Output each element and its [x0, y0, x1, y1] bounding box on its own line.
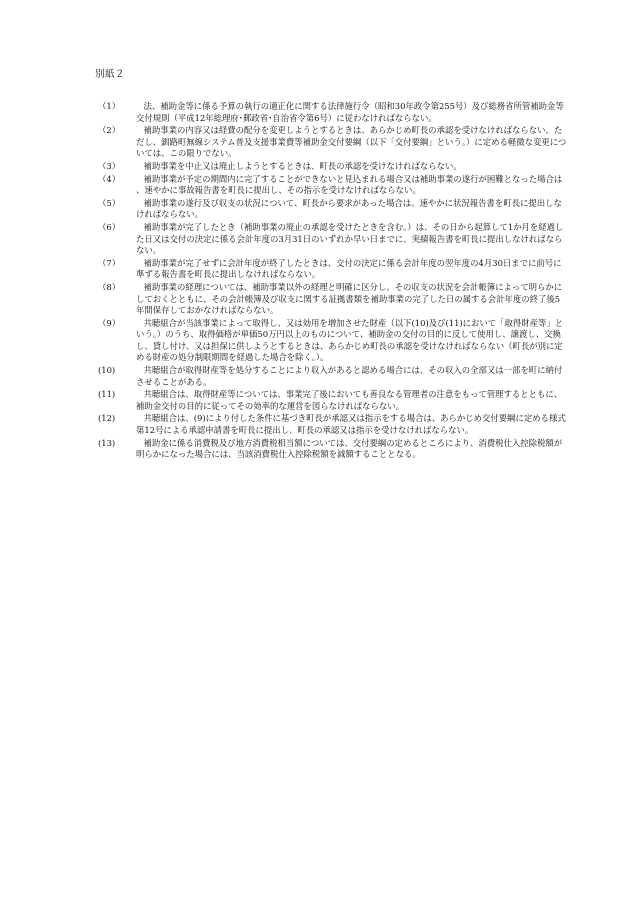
item-number: （3） — [98, 160, 121, 171]
item-number: （2） — [98, 125, 121, 136]
list-item — [98, 161, 568, 173]
item-text: 補助事業の経理については、補助事業以外の経理と明確に区分し、その収支の状況を会計帳簿によって明らかにしておくとともに、その会計帳簿及び収支に関する証拠書類を補助事業の完了した日の属する会計年度の終了後5年間保存しておかなければならない。 — [136, 281, 563, 316]
item-number: （8） — [98, 281, 121, 292]
item-number: （5） — [98, 197, 121, 208]
item-number: （9） — [98, 317, 121, 328]
list-item — [98, 258, 568, 281]
item-number: （4） — [98, 173, 121, 184]
list-item — [98, 282, 568, 317]
list-item — [98, 413, 568, 436]
list-item — [98, 318, 568, 364]
item-number: （7） — [98, 257, 121, 268]
item-number: (10) — [98, 365, 116, 376]
item-text: 補助金に係る消費税及び地方消費税相当額については、交付要綱の定めるところにより、消費税仕入控除税額が明らかになった場合には、当該消費税仕入控除税額を減額することとなる。 — [136, 437, 563, 460]
conditions-list — [98, 101, 568, 462]
list-item — [98, 125, 568, 160]
item-text: 法、補助金等に係る予算の執行の適正化に関する法律施行令（昭和30年政令第255号）及び総務省所管補助金等交付規則（平成12年総理府･郵政省･自治省令第6号）に従わなければならない。 — [136, 101, 564, 123]
item-text: 補助事業を中止又は廃止しようとするときは、町長の承認を受けなければならない。 — [143, 160, 462, 171]
list-item — [98, 174, 568, 197]
item-text: 補助事業の内容又は経費の配分を変更しようとするときは、あらかじめ町長の承認を受けなければならない。ただし、釧路町無線システム普及支援事業費等補助金交付要綱（以下「交付要綱」という。）に定める軽微な変更については、この限りでない。 — [136, 125, 567, 159]
item-text: 共聴組合が取得財産等を処分することにより収入があると認める場合には、その収入の全部又は一部を町に納付させることがある。 — [136, 365, 563, 387]
item-number: (11) — [98, 389, 116, 400]
list-item — [98, 365, 568, 388]
list-item — [98, 222, 568, 257]
list-item — [98, 438, 568, 461]
item-text: 補助事業が予定の期間内に完了することができないと見込まれる場合又は補助事業の遂行が困難となった場合は、速やかに事故報告書を町長に提出し、その指示を受けなければならない。 — [136, 173, 563, 196]
item-number: (12) — [98, 413, 116, 424]
item-text: 共聴組合は、(9)により付した条件に基づき町長が承認又は指示をする場合は、あらかじめ交付要綱に定める様式第12号による承認申請書を町長に提出し、町長の承認又は指示を受けなければならない。 — [136, 413, 566, 436]
item-text: 補助事業が完了したとき（補助事業の廃止の承認を受けたときを含む。）は、その日から起算して1か月を経過した日又は交付の決定に係る会計年度の3月31日のいずれか早い日までに、実績報告書を町長に提出しなければならない。 — [136, 221, 564, 256]
list-item — [98, 198, 568, 221]
document-heading: 別紙２ — [95, 69, 126, 80]
item-number: （1） — [98, 101, 121, 111]
item-text: 補助事業が完了せずに会計年度が終了したときは、交付の決定に係る会計年度の翌年度の4月30日までに前号に準ずる報告書を町長に提出しなければならない。 — [136, 257, 562, 280]
item-text: 共聴組合は、取得財産等については、事業完了後においても善良なる管理者の注意をもって管理するとともに、補助金交付の目的に従ってその効率的な運営を図らなければならない。 — [136, 389, 563, 411]
item-text: 補助事業の遂行及び収支の状況について、町長から要求があった場合は、速やかに状況報告書を町長に提出しなければならない。 — [136, 197, 562, 220]
list-item — [98, 101, 568, 124]
list-item — [98, 389, 568, 412]
item-number: (13) — [98, 437, 116, 448]
item-number: （6） — [98, 221, 121, 232]
item-text: 共聴組合が当該事業によって取得し、又は効用を増加させた財産（以下(10)及び(11)において「取得財産等」という。）のうち、取得価格が単価50万円以上のものについて、補助金の交付の目的に反して使用し、譲渡し、交換し、貸し付け、又は担保に供しようとするときは、あらかじめ町長の承認を受けなければならない（町長が別に定める財産の処分制限期間を経過した場合を除く。）。 — [136, 317, 564, 363]
